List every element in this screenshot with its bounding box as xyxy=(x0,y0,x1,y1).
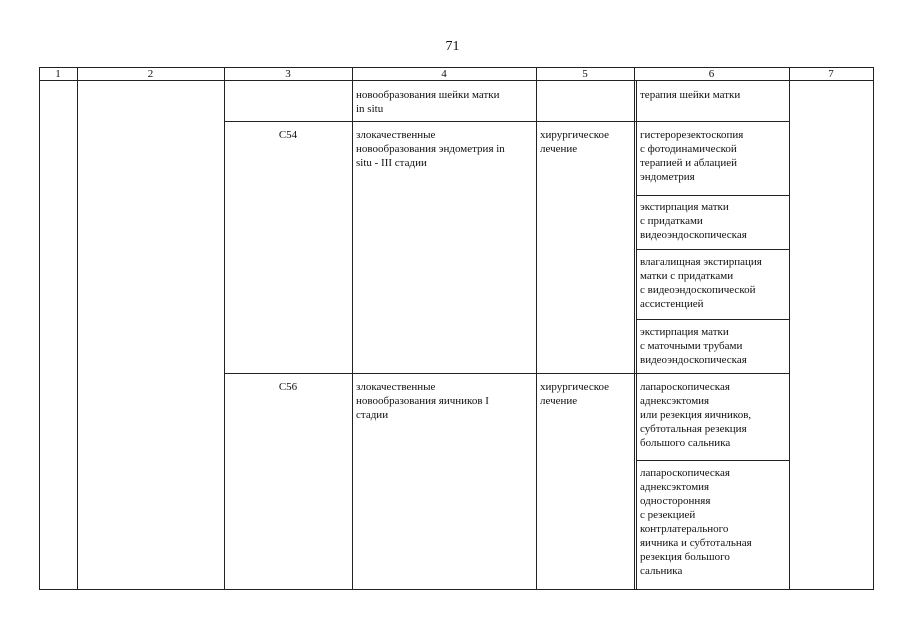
method-cell: гистерорезектоскопия с фотодинамической терапией и аблацией эндометрия xyxy=(640,129,744,183)
column-divider xyxy=(352,67,353,590)
header-cell-1: 1 xyxy=(55,68,61,80)
method-cell: экстирпация матки с маточными трубами видеоэндоскопическая xyxy=(640,326,747,366)
table-border-right xyxy=(873,67,874,590)
treatment-type-cell: хирургическое лечение xyxy=(540,129,610,155)
diagnosis-cell: злокачественные новообразования яичников I стадии xyxy=(356,381,489,421)
diagnosis-cell: злокачественные новообразования эндометрия in situ - III стадии xyxy=(356,129,505,169)
column-divider xyxy=(224,67,225,590)
row-divider xyxy=(224,121,789,122)
table-border-left xyxy=(39,67,40,590)
method-cell: влагалищная экстирпация матки с придатками с видеоэндоскопической ассистенцией xyxy=(640,256,762,310)
header-cell-5: 5 xyxy=(582,68,588,80)
column-divider xyxy=(77,67,78,590)
icd-code-cell: С56 xyxy=(278,381,298,393)
treatment-type-cell: хирургическое лечение xyxy=(540,381,610,407)
method-cell: лапароскопическая аднексэктомия или резекция яичников, субтотальная резекция большого сальника xyxy=(640,381,752,449)
method-cell: терапия шейки матки xyxy=(640,89,741,101)
diagnosis-cell: новообразования шейки матки in situ xyxy=(356,89,500,115)
table-border-bottom xyxy=(39,589,873,590)
cell-divider xyxy=(636,460,789,461)
column-divider xyxy=(536,67,537,590)
column-divider xyxy=(789,67,790,590)
method-cell: экстирпация матки с придатками видеоэндоскопическая xyxy=(640,201,747,241)
method-cell: лапароскопическая аднексэктомия односторонняя с резекцией контрлатерального яичника и субтотальная резекция большого сальника xyxy=(640,467,752,577)
icd-code-cell: С54 xyxy=(278,129,298,141)
row-divider xyxy=(224,373,789,374)
header-cell-3: 3 xyxy=(285,68,291,80)
cell-divider xyxy=(636,195,789,196)
column-divider-inner xyxy=(636,80,637,590)
header-cell-7: 7 xyxy=(828,68,834,80)
header-cell-2: 2 xyxy=(147,68,154,80)
page-number: 71 xyxy=(445,39,460,54)
header-cell-6: 6 xyxy=(708,68,715,80)
cell-divider xyxy=(636,319,789,320)
column-divider xyxy=(634,67,635,590)
header-cell-4: 4 xyxy=(441,68,447,80)
cell-divider xyxy=(636,249,789,250)
